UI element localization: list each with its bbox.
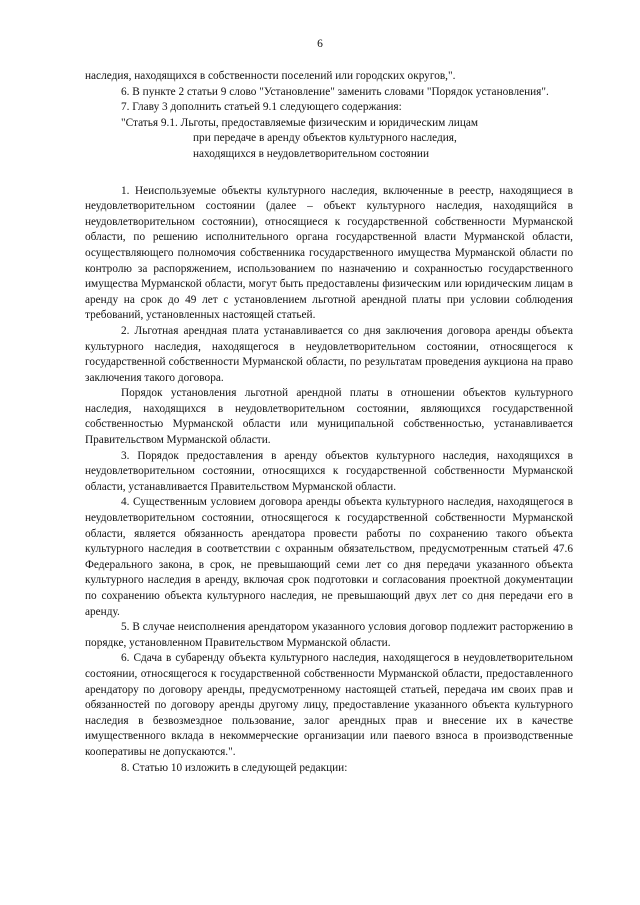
article-paragraph-2: 2. Льготная арендная плата устанавливается со дня заключения договора аренды объекта культурного наследия, находящегося в неудовлетворительном состоянии, относящегося к государственной собственности Мурманской области, по результатам проведения аукциона на право заключения такого договора. <box>85 324 573 384</box>
paragraph-item-7: 7. Главу 3 дополнить статьей 9.1 следующего содержания: <box>121 101 402 114</box>
paragraph-item-8: 8. Статью 10 изложить в следующей редакции: <box>121 761 348 774</box>
article-heading-line-3: находящихся в неудовлетворительном состоянии <box>193 147 429 160</box>
article-heading <box>85 116 573 163</box>
article-heading-line-1: "Статья 9.1. Льготы, предоставляемые физическим и юридическим лицам <box>121 116 479 129</box>
article-paragraph-2-order: Порядок установления льготной арендной платы в отношении объектов культурного наследия, находящихся в неудовлетворительном состоянии, являющихся государственной собственностью Мурманской области или муниципальной собственностью, устанавливается Правительством Мурманской области. <box>85 387 573 447</box>
article-paragraph-1: 1. Неиспользуемые объекты культурного наследия, включенные в реестр, находящиеся в неудовлетворительном состоянии (далее – объект культурного наследия, находящийся в неудовлетворительном состоянии), относящиеся к государственной собственности Мурманской области, по решению исполнительного органа государственной власти Мурманской области, осуществляющего полномочия собственника государственного имущества Мурманской области по контролю за распоряжением, использованием по назначению и сохранностью государственного имущества Мурманской области, могут быть предоставлены физическим или юридическим лицам в аренду на срок до 49 лет с установлением льготной арендной платы при условии соблюдения требований, установленных настоящей статьей. <box>85 184 573 322</box>
paragraph-continuation: наследия, находящихся в собственности поселений или городских округов,". <box>85 70 456 82</box>
article-heading-line-2: при передаче в аренду объектов культурного наследия, <box>193 132 457 145</box>
article-paragraph-3: 3. Порядок предоставления в аренду объектов культурного наследия, находящихся в неудовлетворительном состоянии, относящихся к государственной собственности Мурманской области, устанавливается Правительством Мурманской области. <box>85 449 573 493</box>
spacer <box>85 163 573 184</box>
article-paragraph-6: 6. Сдача в субаренду объекта культурного наследия, находящегося в неудовлетворительном состоянии, относящегося к государственной собственности Мурманской области, предоставленного арендатору по договору аренды, предусмотренному настоящей статьей, передача им своих прав и обязанностей по договору аренды другому лицу, предоставление указанного объекта культурного наследия в безвозмездное пользование, залог арендных прав и внесение их в качестве имущественного вклада в некоммерческие организации или паевого взноса в производственные кооперативы не допускаются.". <box>85 652 573 758</box>
article-paragraph-5: 5. В случае неисполнения арендатором указанного условия договор подлежит расторжению в порядке, установленном Правительством Мурманской области. <box>85 621 573 649</box>
article-paragraph-4: 4. Существенным условием договора аренды объекта культурного наследия, находящегося в неудовлетворительном состоянии, относящегося к государственной собственности Мурманской области, является обязанность арендатора провести работы по сохранению такого объекта культурного наследия в соответствии с охранным обязательством, предусмотренным статьей 47.6 Федерального закона, в срок, не превышающий семи лет со дня передачи указанного объекта культурного наследия в аренду, включая срок подготовки и согласования проектной документации по сохранению объекта культурного наследия, не превышающий двух лет со дня передачи его в аренду. <box>85 496 573 618</box>
paragraph-item-6: 6. В пункте 2 статьи 9 слово "Установление" заменить словами "Порядок установления". <box>121 85 549 98</box>
document-body <box>85 69 573 776</box>
page-number: 6 <box>317 38 323 50</box>
